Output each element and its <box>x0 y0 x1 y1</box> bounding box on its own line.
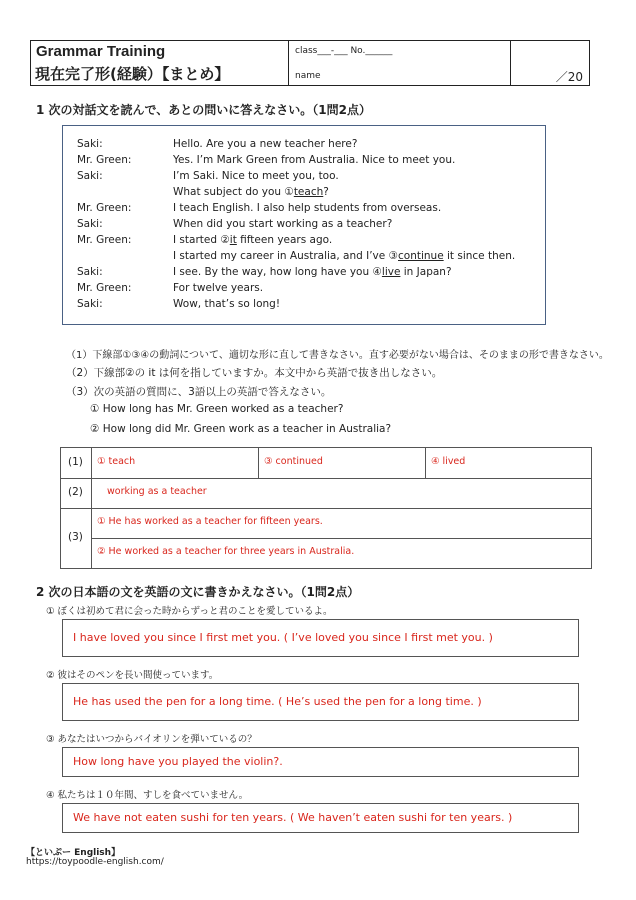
section1-heading: 1 次の対話文を読んで、あとの問いに答えなさい。（1問2点） <box>36 103 371 117</box>
row-label: (2) <box>68 486 83 498</box>
japanese-sentence: ② 彼はそのペンを長い間使っています。 <box>46 670 219 681</box>
underline-number: ① <box>284 186 294 198</box>
answer-sentence: How long have you played the violin?. <box>73 755 283 768</box>
subquestion-2: ② How long did Mr. Green work as a teacher in Australia? <box>90 423 392 435</box>
line-text: I started <box>173 234 221 246</box>
answer-box <box>62 803 579 833</box>
answer-1-1: ① teach <box>97 456 136 467</box>
answer-sentence: He has used the pen for a long time. ( He’s used the pen for a long time. ) <box>73 695 482 708</box>
question-1: （1）下線部①③④の動詞について、適切な形に直して書きなさい。直す必要がない場合は、そのままの形で書きなさい。 <box>66 350 609 361</box>
line-text: What subject do you <box>173 186 285 198</box>
dialogue-line <box>173 266 452 278</box>
speaker: Saki: <box>77 138 103 150</box>
speaker: Saki: <box>77 218 103 230</box>
line-text: it since then. <box>443 250 516 262</box>
dialogue-line: Yes. I’m Mark Green from Australia. Nice to meet you. <box>173 154 456 166</box>
speaker: Mr. Green: <box>77 282 132 294</box>
answer-1-3: ③ continued <box>264 456 323 467</box>
row-label: (3) <box>68 531 83 543</box>
underlined-word: teach <box>293 186 324 198</box>
class-name-cell <box>289 41 511 85</box>
underline-number: ③ <box>388 250 398 262</box>
divider <box>425 448 426 478</box>
underlined-word: continue <box>398 250 444 262</box>
answer-3-1: ① He has worked as a teacher for fifteen years. <box>97 516 323 527</box>
class-number-field: class___-___ No.______ <box>295 46 393 56</box>
score-cell <box>511 41 591 85</box>
line-text: in Japan? <box>400 266 452 278</box>
score-total: ／20 <box>555 70 583 84</box>
name-label: name <box>295 71 321 81</box>
subquestion-1: ① How long has Mr. Green worked as a teacher? <box>90 403 344 415</box>
answer-table <box>60 447 592 569</box>
dialogue-line <box>173 234 332 246</box>
dialogue-line: I’m Saki. Nice to meet you, too. <box>173 170 339 182</box>
dialogue-line: Wow, that’s so long! <box>173 298 281 310</box>
dialogue-line <box>173 186 329 198</box>
underlined-word: live <box>381 266 401 278</box>
divider <box>91 538 591 539</box>
divider <box>61 508 591 509</box>
speaker: Saki: <box>77 170 103 182</box>
dialogue-line: When did you start working as a teacher? <box>173 218 393 230</box>
answer-box <box>62 683 579 721</box>
japanese-sentence: ① ぼくは初めて君に会った時からずっと君のことを愛しているよ。 <box>46 606 333 617</box>
japanese-sentence: ④ 私たちは１０年間、すしを食べていません。 <box>46 790 249 801</box>
question-2: （2）下線部②の it は何を指していますか。本文中から英語で抜き出しなさい。 <box>66 367 443 379</box>
divider <box>61 478 591 479</box>
line-text: fifteen years ago. <box>236 234 333 246</box>
underline-number: ④ <box>372 266 382 278</box>
dialogue-line: I teach English. I also help students from overseas. <box>173 202 442 214</box>
divider <box>258 448 259 478</box>
dialogue-line: For twelve years. <box>173 282 264 294</box>
footer-brand: 【といぷー English】 <box>26 848 121 858</box>
speaker: Saki: <box>77 298 103 310</box>
line-text: I see. By the way, how long have you <box>173 266 373 278</box>
speaker: Mr. Green: <box>77 154 132 166</box>
header-table <box>30 40 590 86</box>
row-label: (1) <box>68 456 83 468</box>
section2-heading: 2 次の日本語の文を英語の文に書きかえなさい。（1問2点） <box>36 585 360 599</box>
speaker: Mr. Green: <box>77 234 132 246</box>
dialogue-line <box>173 250 515 262</box>
question-3: （3）次の英語の質問に、3語以上の英語で答えなさい。 <box>66 386 332 398</box>
answer-1-4: ④ lived <box>431 456 466 467</box>
answer-box <box>62 619 579 657</box>
footer-url[interactable]: https://toypoodle-english.com/ <box>26 857 164 867</box>
line-text: ? <box>323 186 329 198</box>
answer-3-2: ② He worked as a teacher for three years in Australia. <box>97 546 355 557</box>
underlined-word: it <box>229 234 237 246</box>
underline-number: ② <box>220 234 230 246</box>
japanese-sentence: ③ あなたはいつからバイオリンを弾いているの？ <box>46 734 257 745</box>
speaker: Mr. Green: <box>77 202 132 214</box>
title-japanese: 現在完了形(経験）【まとめ】 <box>35 65 230 83</box>
answer-box <box>62 747 579 777</box>
dialogue-box <box>62 125 546 325</box>
speaker: Saki: <box>77 266 103 278</box>
dialogue-line: Hello. Are you a new teacher here? <box>173 138 358 150</box>
title-english: Grammar Training <box>36 43 166 60</box>
title-cell <box>31 41 289 85</box>
answer-2: working as a teacher <box>107 486 207 497</box>
line-text: I started my career in Australia, and I’ve <box>173 250 389 262</box>
answer-sentence: We have not eaten sushi for ten years. ( We haven’t eaten sushi for ten years. ) <box>73 811 513 824</box>
answer-sentence: I have loved you since I first met you. ( I’ve loved you since I first met you. ) <box>73 631 493 644</box>
